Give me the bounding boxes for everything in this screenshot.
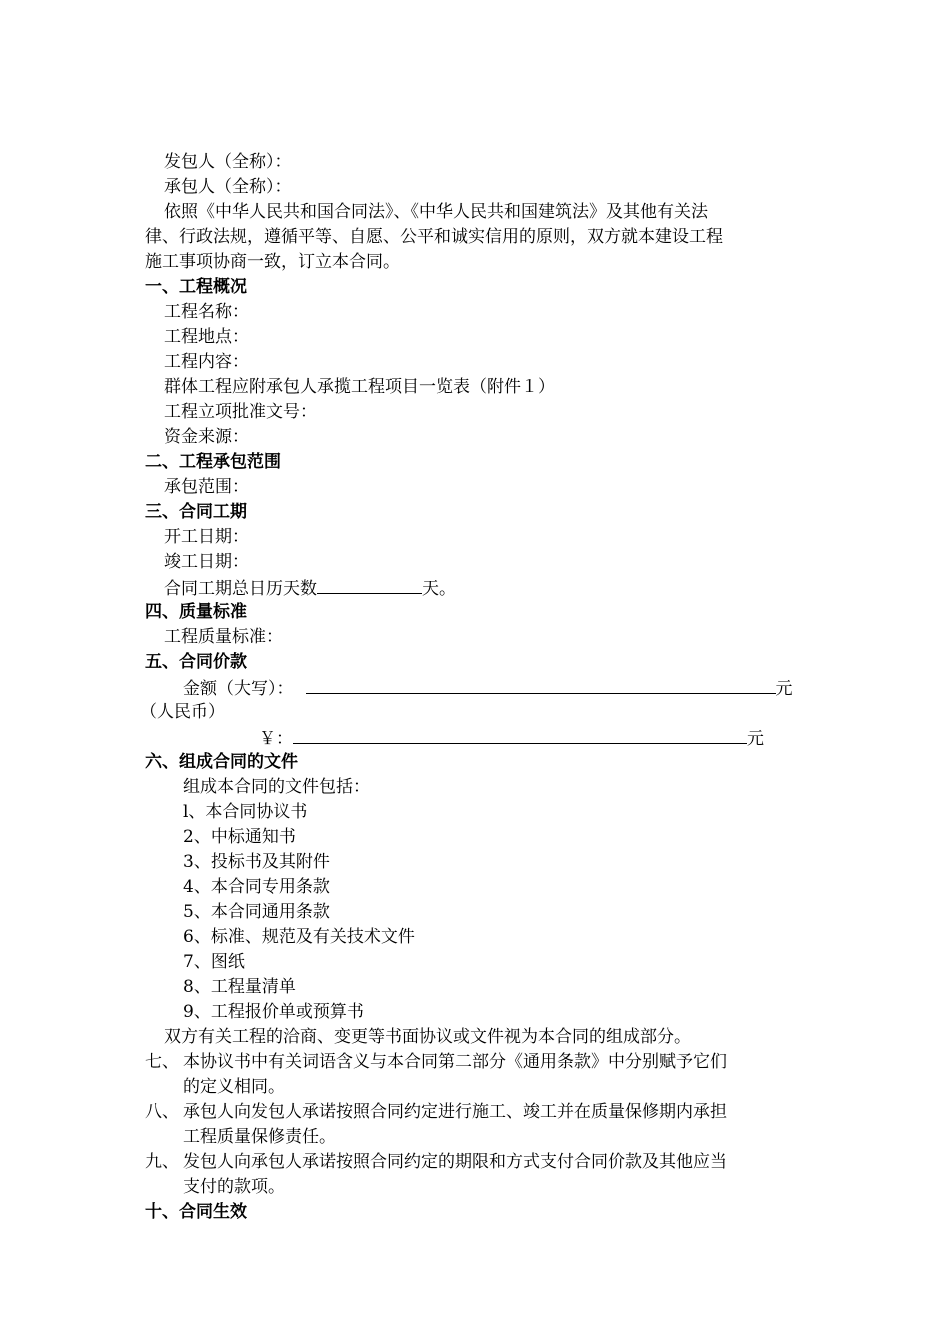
scope-line: 承包范围：: [164, 477, 249, 497]
section-8-line-2: 工程质量保修责任。: [183, 1127, 336, 1147]
project-name-line: 工程名称：: [164, 302, 249, 322]
amount-figures-blank[interactable]: [293, 725, 747, 744]
contractor-line: 承包人（全称）：: [164, 177, 292, 197]
yen-label: ￥：: [259, 729, 293, 749]
section-8-line-1: 承包人向发包人承诺按照合同约定进行施工、竣工并在质量保修期内承担: [183, 1102, 727, 1122]
section-5-heading: 五、合同价款: [145, 652, 247, 672]
document-item: l、本合同协议书: [183, 802, 308, 822]
project-content-line: 工程内容：: [164, 352, 249, 372]
total-days-line: [164, 575, 456, 602]
preamble-line-1: 依照《中华人民共和国合同法》、《中华人民共和国建筑法》及其他有关法: [164, 202, 708, 222]
section-3-heading: 三、合同工期: [145, 502, 247, 522]
group-project-note: 群体工程应附承包人承揽工程项目一览表（附件１）: [164, 377, 555, 397]
section-7-line-1: 本协议书中有关词语含义与本合同第二部分《通用条款》中分别赋予它们: [183, 1052, 727, 1072]
section-1-heading: 一、工程概况: [145, 277, 247, 297]
total-days-blank[interactable]: [317, 575, 422, 594]
total-days-unit: 天。: [422, 579, 456, 599]
amount-words-label: 金额（大写）：: [183, 679, 294, 699]
document-item: 5、本合同通用条款: [183, 902, 330, 922]
section-9-line-2: 支付的款项。: [183, 1177, 285, 1197]
amount-words-line: [183, 675, 793, 702]
employer-line: 发包人（全称）：: [164, 152, 292, 172]
section-6-heading: 六、组成合同的文件: [145, 752, 298, 772]
amount-figures-line: [259, 725, 764, 752]
project-location-line: 工程地点：: [164, 327, 249, 347]
preamble-line-2: 律、行政法规，遵循平等、自愿、公平和诚实信用的原则，双方就本建设工程: [145, 227, 723, 247]
document-item: 4、本合同专用条款: [183, 877, 330, 897]
document-item: 3、投标书及其附件: [183, 852, 330, 872]
section-2-heading: 二、工程承包范围: [145, 452, 281, 472]
preamble-line-3: 施工事项协商一致，订立本合同。: [145, 252, 400, 272]
documents-note: 双方有关工程的洽商、变更等书面协议或文件视为本合同的组成部分。: [164, 1027, 691, 1047]
funding-source-line: 资金来源：: [164, 427, 249, 447]
document-item: 7、图纸: [183, 952, 245, 972]
section-8-number: 八、: [145, 1102, 179, 1122]
amount-words-blank[interactable]: [306, 675, 776, 694]
section-7-number: 七、: [145, 1052, 179, 1072]
section-7-line-2: 的定义相同。: [183, 1077, 285, 1097]
amount-figures-unit: 元: [747, 729, 764, 749]
section-9-number: 九、: [145, 1152, 179, 1172]
document-item: 9、工程报价单或预算书: [183, 1002, 364, 1022]
quality-standard-line: 工程质量标准：: [164, 627, 283, 647]
section-10-heading: 十、合同生效: [145, 1202, 247, 1222]
document-item: 8、工程量清单: [183, 977, 296, 997]
approval-number-line: 工程立项批准文号：: [164, 402, 317, 422]
finish-date-line: 竣工日期：: [164, 552, 249, 572]
document-item: 2、中标通知书: [183, 827, 296, 847]
documents-intro: 组成本合同的文件包括：: [183, 777, 370, 797]
section-4-heading: 四、质量标准: [145, 602, 247, 622]
section-9-line-1: 发包人向承包人承诺按照合同约定的期限和方式支付合同价款及其他应当: [183, 1152, 727, 1172]
total-days-label: 合同工期总日历天数: [164, 579, 317, 599]
currency-label: （人民币）: [140, 702, 225, 722]
document-item: 6、标准、规范及有关技术文件: [183, 927, 415, 947]
amount-words-unit: 元: [775, 679, 793, 699]
start-date-line: 开工日期：: [164, 527, 249, 547]
